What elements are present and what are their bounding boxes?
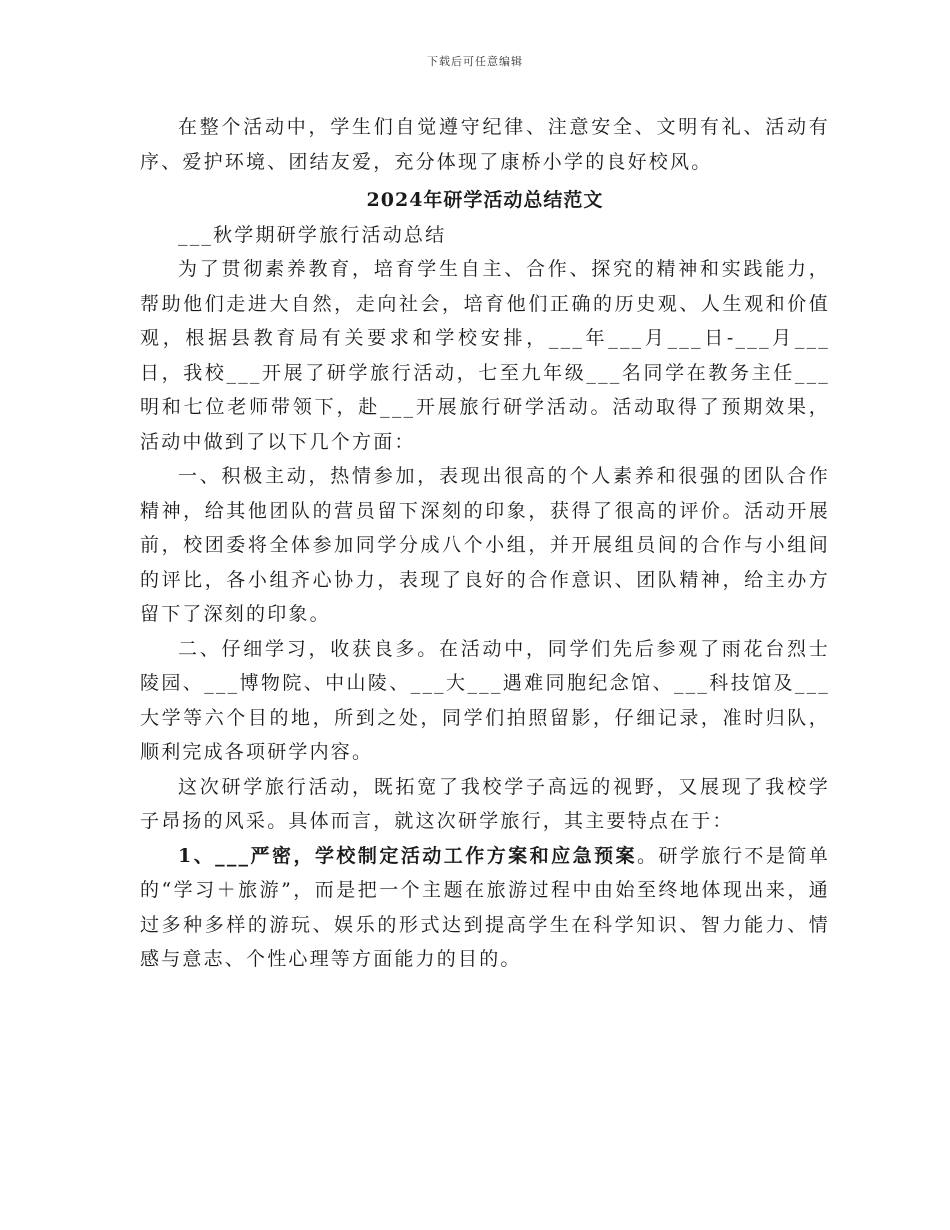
paragraph-purpose: 为了贯彻素养教育，培育学生自主、合作、探究的精神和实践能力，帮助他们走进大自然，走向社会，培育他们正确的历史观、人生观和价值观，根据县教育局有关要求和学校安排，___年___月___日-___月___日，我校___开展了研学旅行活动，七至九年级___名同学在教务主任___明和七位老师带领下，赴___开展旅行研学活动。活动取得了预期效果，活动中做到了以下几个方面： <box>140 258 830 453</box>
paragraph-feature-one <box>140 839 830 977</box>
paragraph-point-two: 二、仔细学习，收获良多。在活动中，同学们先后参观了雨花台烈士陵园、___博物院、中山陵、___大___遇难同胞纪念馆、___科技馆及___大学等六个目的地，所到之处，同学们拍照留影，仔细记录，准时归队，顺利完成各项研学内容。 <box>140 637 830 763</box>
feature-one-heading: 1、___严密，学校制定活动工作方案和应急预案 <box>178 844 638 867</box>
page-header-note: 下载后可任意编辑 <box>427 55 523 68</box>
document-subtitle: ___秋学期研学旅行活动总结 <box>178 223 447 246</box>
paragraph-point-one: 一、积极主动，热情参加，表现出很高的个人素养和很强的团队合作精神，给其他团队的营员留下深刻的印象，获得了很高的评价。活动开展前，校团委将全体参加同学分成八个小组，并开展组员间的合作与小组间的评比，各小组齐心协力，表现了良好的合作意识、团队精神，给主办方留下了深刻的印象。 <box>140 465 830 625</box>
feature-one-text: 。研学旅行不是简单的“学习＋旅游”，而是把一个主题在旅游过程中由始至终地体现出来，通过多种多样的游玩、娱乐的形式达到提高学生在科学知识、智力能力、情感与意志、个性心理等方面能力的目的。 <box>140 844 830 970</box>
document-body <box>140 110 830 977</box>
document-title: 2024年研学活动总结范文 <box>366 189 604 211</box>
paragraph-summary: 这次研学旅行活动，既拓宽了我校学子高远的视野，又展现了我校学子昂扬的风采。具体而言，就这次研学旅行，其主要特点在于： <box>140 775 830 832</box>
intro-paragraph: 在整个活动中，学生们自觉遵守纪律、注意安全、文明有礼、活动有序、爱护环境、团结友爱，充分体现了康桥小学的良好校风。 <box>140 116 830 173</box>
